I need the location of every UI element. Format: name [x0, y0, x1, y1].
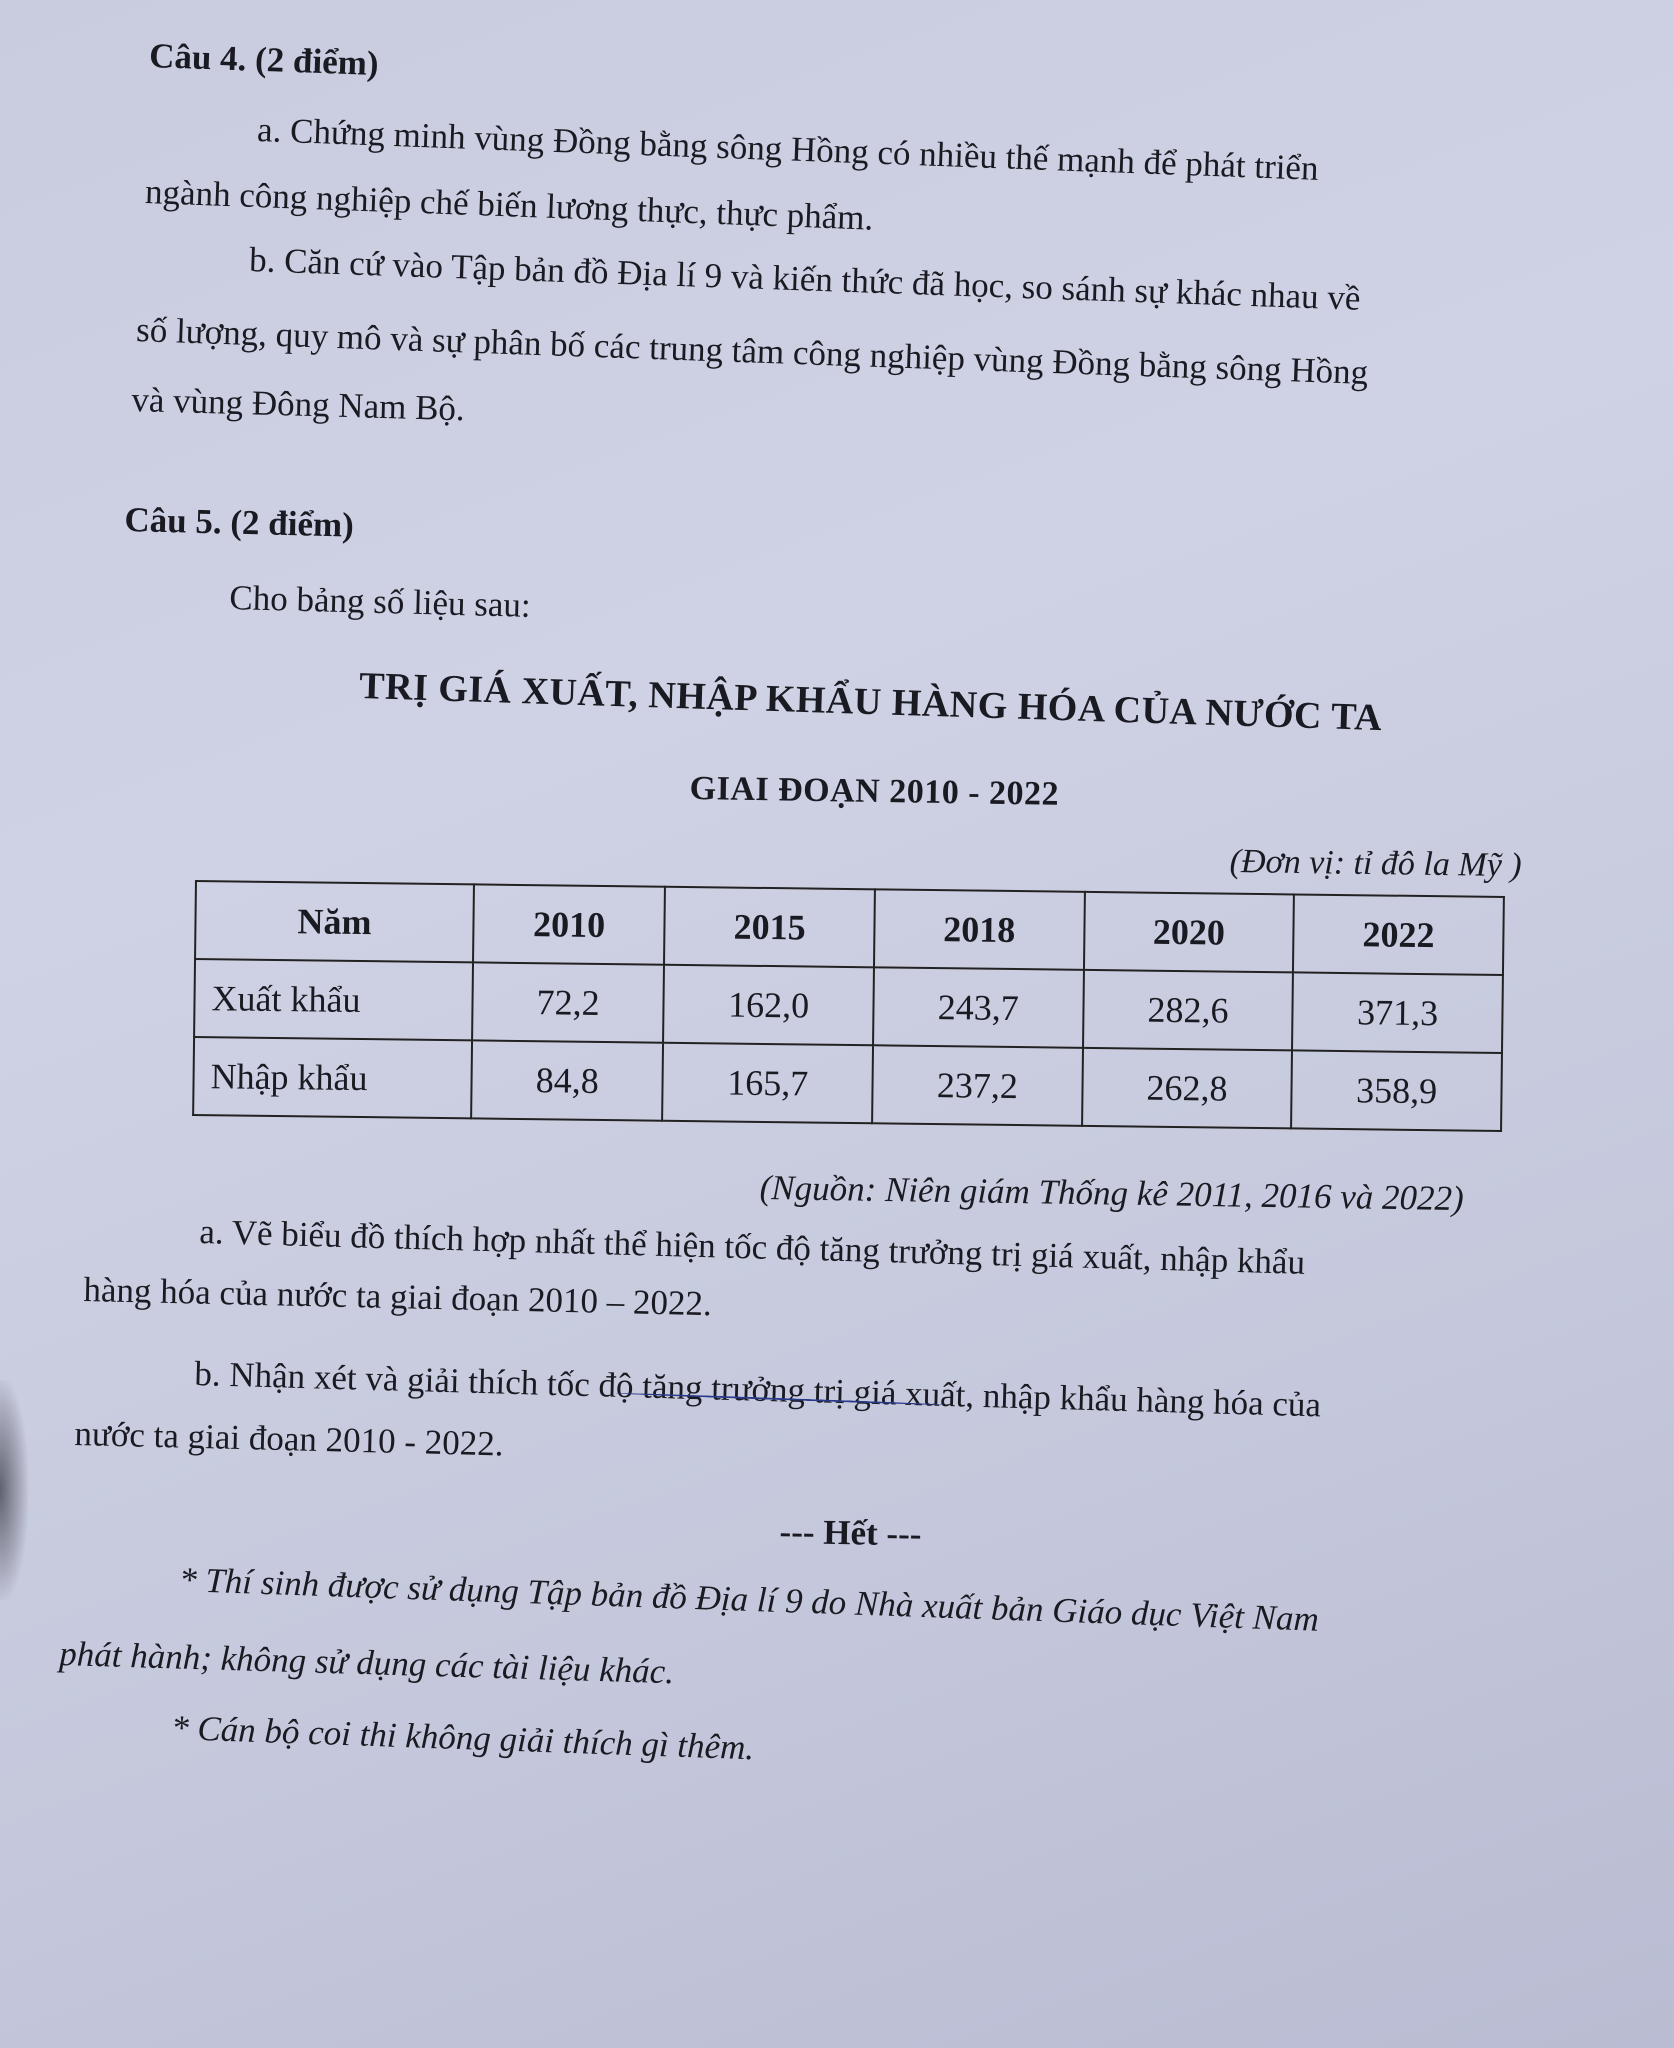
question-5-heading: Câu 5. (2 điểm) — [123, 499, 355, 545]
table-source: (Nguồn: Niên giám Thống kê 2011, 2016 và 2022) — [759, 1167, 1465, 1219]
question-4a-line-2: ngành công nghiệp chế biến lương thực, thực phẩm. — [144, 171, 875, 238]
table-cell: 358,9 — [1291, 1050, 1502, 1131]
question-5b-line-2: nước ta giai đoạn 2010 - 2022. — [73, 1413, 505, 1464]
question-5-intro: Cho bảng số liệu sau: — [228, 577, 532, 625]
question-5a-line-2: hàng hóa của nước ta giai đoạn 2010 – 2022. — [83, 1269, 713, 1324]
question-5b-line-1: b. Nhận xét và giải thích tốc độ tăng trưởng trị giá xuất, nhập khẩu hàng hóa của — [193, 1353, 1322, 1425]
export-import-table — [192, 880, 1505, 1132]
question-5a-line-1: a. Vẽ biểu đồ thích hợp nhất thể hiện tốc độ tăng trưởng trị giá xuất, nhập khẩu — [198, 1211, 1306, 1282]
table-header-cell: 2015 — [664, 887, 875, 968]
table-unit: (Đơn vị: tỉ đô la Mỹ ) — [1229, 842, 1522, 885]
question-4b-line-1: b. Căn cứ vào Tập bản đồ Địa lí 9 và kiến thức đã học, so sánh sự khác nhau về — [248, 239, 1362, 318]
note-1-line-2: phát hành; không sử dụng các tài liệu khác. — [58, 1633, 675, 1692]
table-cell: 165,7 — [662, 1043, 873, 1124]
table-cell: 84,8 — [471, 1040, 663, 1120]
table-row — [193, 1037, 1502, 1131]
table-header-cell: 2010 — [473, 884, 665, 964]
table-cell: 371,3 — [1292, 972, 1503, 1053]
table-title-line-1: TRỊ GIÁ XUẤT, NHẬP KHẨU HÀNG HÓA CỦA NƯỚC TA — [358, 664, 1383, 740]
table-header-cell: 2018 — [874, 889, 1085, 970]
question-4b-line-3: và vùng Đông Nam Bộ. — [130, 379, 466, 429]
table-cell: 282,6 — [1083, 970, 1294, 1051]
table-cell: 237,2 — [872, 1045, 1083, 1126]
table-cell: 162,0 — [663, 965, 874, 1046]
table-cell: 72,2 — [472, 962, 664, 1042]
note-2: * Cán bộ coi thi không giải thích gì thêm. — [170, 1707, 755, 1768]
note-1-line-1: * Thí sinh được sử dụng Tập bản đồ Địa lí 9 do Nhà xuất bản Giáo dục Việt Nam — [178, 1559, 1320, 1639]
end-marker: --- Hết --- — [779, 1511, 922, 1554]
table-row-label: Nhập khẩu — [193, 1037, 472, 1118]
question-4b-line-2: số lượng, quy mô và sự phân bố các trung tâm công nghiệp vùng Đồng bằng sông Hồng — [135, 309, 1369, 392]
table-header-cell: Năm — [195, 881, 474, 962]
table-cell: 262,8 — [1082, 1048, 1293, 1129]
table-title-line-2: GIAI ĐOẠN 2010 - 2022 — [689, 770, 1060, 813]
table-cell: 243,7 — [873, 967, 1084, 1048]
table-row-label: Xuất khẩu — [194, 959, 473, 1040]
table-header-cell: 2022 — [1293, 894, 1504, 975]
question-4-heading: Câu 4. (2 điểm) — [148, 35, 380, 83]
table-header-cell: 2020 — [1084, 892, 1295, 973]
question-4a-line-1: a. Chứng minh vùng Đồng bằng sông Hồng có nhiều thế mạnh để phát triển — [256, 109, 1320, 188]
